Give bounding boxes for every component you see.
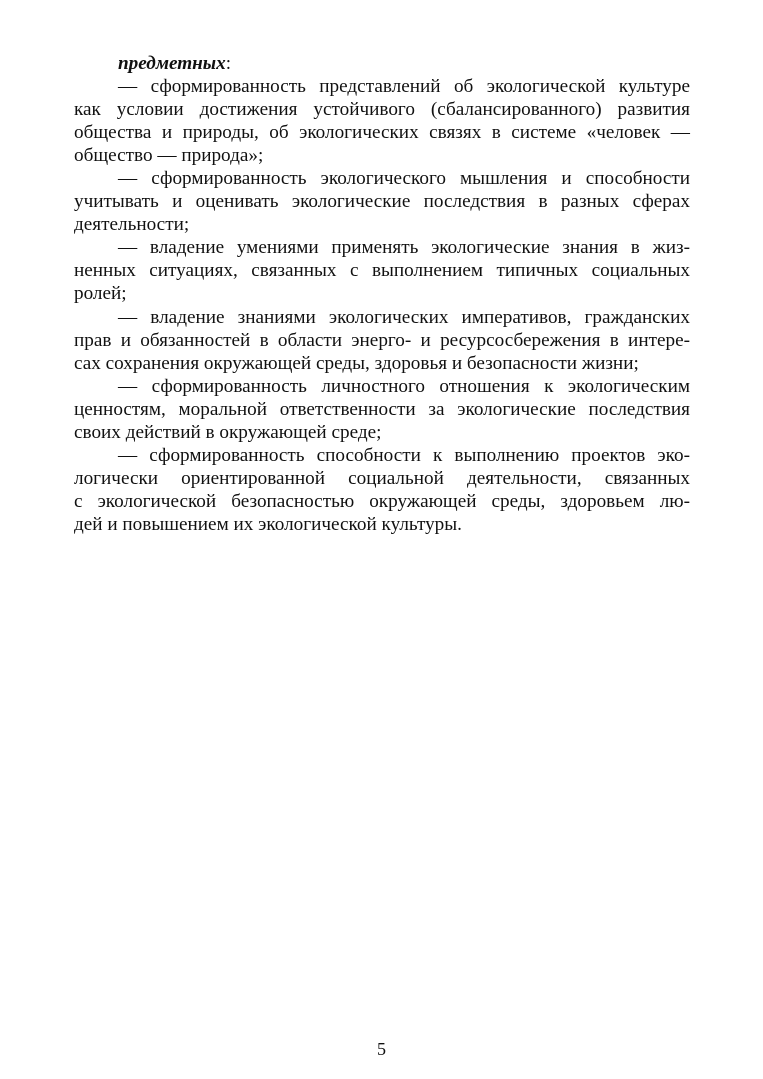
heading-word: предметных [118, 53, 226, 74]
paragraph-line: прав и обязанностей в области энерго- и ресурсосбережения в интере- [74, 329, 690, 351]
paragraph-line: ролей; [74, 283, 127, 305]
paragraph-line: — владение знаниями экологических императивов, гражданских [118, 306, 690, 328]
paragraph-line: общества и природы, об экологических связях в системе «человек — [74, 122, 690, 144]
paragraph-line: — сформированность способности к выполнению проектов эко- [118, 444, 690, 466]
paragraph-line: — сформированность представлений об экологической культуре [118, 76, 690, 98]
paragraph-line: — владение умениями применять экологические знания в жиз- [118, 237, 690, 259]
paragraph-line: ценностям, моральной ответственности за экологические последствия [74, 398, 690, 420]
paragraph-line: — сформированность личностного отношения к экологическим [118, 375, 690, 397]
paragraph-line: — сформированность экологического мышления и способности [118, 168, 690, 190]
section-heading [74, 52, 690, 75]
paragraph-line: с экологической безопасностью окружающей среды, здоровьем лю- [74, 490, 690, 512]
paragraph-line: дей и повышением их экологической культуры. [74, 513, 462, 535]
paragraph-line: как условии достижения устойчивого (сбалансированного) развития [74, 99, 690, 121]
page-number: 5 [377, 1039, 386, 1059]
paragraph-line: общество — природа»; [74, 145, 264, 167]
paragraph-line: деятельности; [74, 214, 190, 236]
document-page [74, 52, 690, 536]
paragraph-line: ненных ситуациях, связанных с выполнением типичных социальных [74, 260, 690, 282]
paragraph-line: логически ориентированной социальной деятельности, связанных [74, 467, 690, 489]
paragraph-line: своих действий в окружающей среде; [74, 421, 382, 443]
paragraph-line: сах сохранения окружающей среды, здоровья и безопасности жизни; [74, 352, 639, 374]
paragraph-line: учитывать и оценивать экологические последствия в разных сферах [74, 191, 690, 213]
heading-suffix: : [225, 53, 232, 74]
